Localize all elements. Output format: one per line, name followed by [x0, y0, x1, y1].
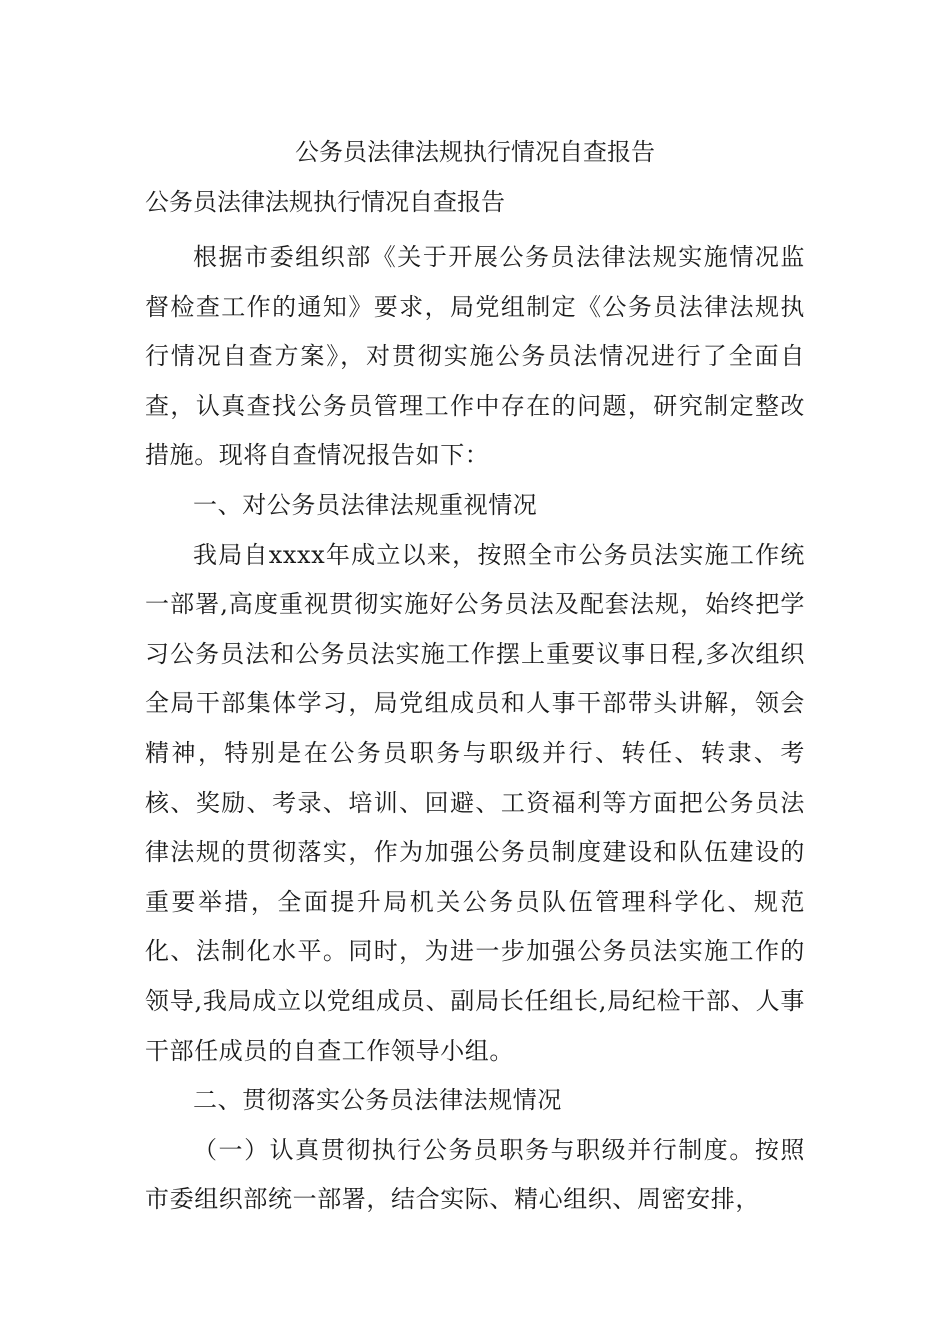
document-title: 公务员法律法规执行情况自查报告 — [295, 138, 655, 166]
paragraph-subsection-1: （一）认真贯彻执行公务员职务与职级并行制度。按照市委组织部统一部署，结合实际、精心组织、周密安排， — [145, 1135, 805, 1214]
paragraph-intro: 根据市委组织部《关于开展公务员法律法规实施情况监督检查工作的通知》要求，局党组制定《公务员法律法规执行情况自查方案》，对贯彻实施公务员法情况进行了全面自查，认真查找公务员管理工作中存在的问题，研究制定整改措施。现将自查情况报告如下： — [145, 243, 805, 470]
section-heading-1: 一、对公务员法律法规重视情况 — [193, 490, 538, 519]
document-body — [145, 233, 805, 1225]
document-subtitle: 公务员法律法规执行情况自查报告 — [145, 188, 505, 216]
section-heading-2: 二、贯彻落实公务员法律法规情况 — [193, 1086, 562, 1115]
paragraph-section-1: 我局自xxxx年成立以来，按照全市公务员法实施工作统一部署,高度重视贯彻实施好公务员法及配套法规，始终把学习公务员法和公务员法实施工作摆上重要议事日程,多次组织全局干部集体学习，局党组成员和人事干部带头讲解，领会精神，特别是在公务员职务与职级并行、转任、转隶、考核、奖励、考录、培训、回避、工资福利等方面把公务员法律法规的贯彻落实，作为加强公务员制度建设和队伍建设的重要举措，全面提升局机关公务员队伍管理科学化、规范化、法制化水平。同时，为进一步加强公务员法实施工作的领导,我局成立以党组成员、副局长任组长,局纪检干部、人事干部任成员的自查工作领导小组。 — [145, 540, 805, 1065]
